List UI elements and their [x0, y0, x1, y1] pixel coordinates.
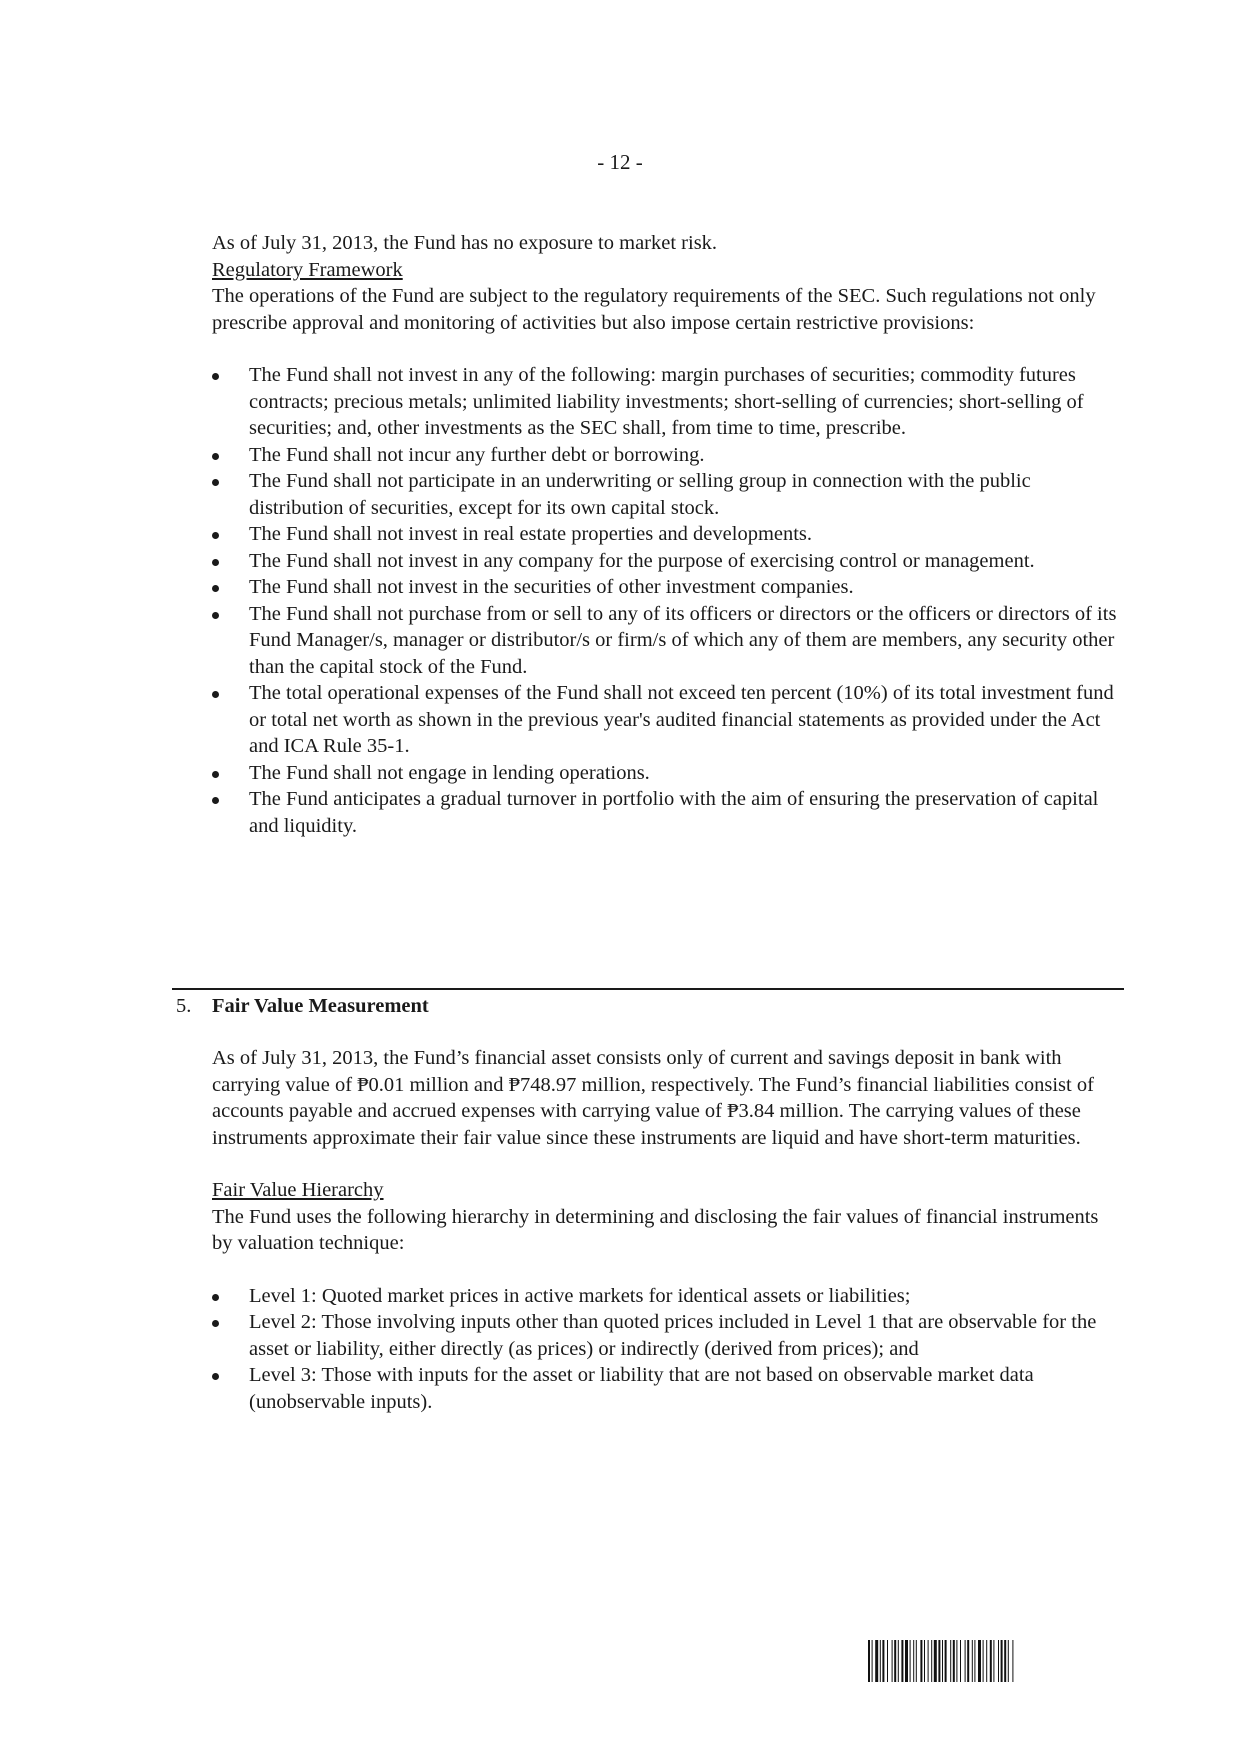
list-item: [212, 1283, 1124, 1310]
list-item-text: The Fund anticipates a gradual turnover in portfolio with the aim of ensuring the preservation of capital and liquidity.: [249, 788, 1099, 837]
list-item-text: The Fund shall not invest in real estate properties and developments.: [249, 523, 813, 545]
list-item-text: Level 2: Those involving inputs other than quoted prices included in Level 1 that are observable for the asset or liability, either directly (as prices) or indirectly (derived from prices); and: [249, 1311, 1097, 1360]
bullet-icon: [212, 612, 219, 619]
bullet-icon: [212, 1373, 219, 1380]
bullet-icon: [212, 585, 219, 592]
list-item-text: The Fund shall not invest in the securities of other investment companies.: [249, 576, 854, 598]
list-item-text: The Fund shall not incur any further debt or borrowing.: [249, 443, 705, 466]
bullet-icon: [212, 1320, 219, 1327]
regulatory-restrictions-list: [212, 362, 1124, 839]
list-item: [212, 548, 1124, 575]
list-item: [212, 574, 1124, 601]
regulatory-framework-intro: The operations of the Fund are subject to the regulatory requirements of the SEC. Such regulations not only prescribe approval and monitoring of activities but also impose certain restrictive provisions:: [212, 285, 1096, 334]
fair-value-hierarchy-heading: Fair Value Hierarchy: [212, 1179, 384, 1201]
list-item: [212, 1309, 1124, 1362]
bullet-icon: [212, 532, 219, 539]
regulatory-section: [212, 230, 1124, 839]
list-item: [212, 468, 1124, 521]
bullet-icon: [212, 479, 219, 486]
section-number: 5.: [176, 995, 192, 1017]
bullet-icon: [212, 1294, 219, 1301]
bullet-icon: [212, 771, 219, 778]
list-item: [212, 601, 1124, 681]
list-item: [212, 1362, 1124, 1415]
list-item-text: The total operational expenses of the Fund shall not exceed ten percent (10%) of its total investment fund or total net worth as shown in the previous year's audited financial statements as provided under the Act and ICA Rule 35-1.: [249, 682, 1114, 757]
list-item: [212, 362, 1124, 442]
list-item-text: The Fund shall not engage in lending operations.: [249, 761, 650, 784]
list-item: [212, 680, 1124, 760]
list-item-text: The Fund shall not purchase from or sell to any of its officers or directors or the officers or directors of its Fund Manager/s, manager or distributor/s or firm/s of which any of them are members, any security other than the capital stock of the Fund.: [249, 602, 1117, 678]
fair-value-hierarchy-intro: The Fund uses the following hierarchy in determining and disclosing the fair values of financial instruments by valuation technique:: [212, 1205, 1099, 1254]
list-item-text: The Fund shall not participate in an underwriting or selling group in connection with the public distribution of securities, except for its own capital stock.: [249, 470, 1031, 519]
list-item: [212, 521, 1124, 548]
section-title: Fair Value Measurement: [212, 995, 429, 1017]
page-number: - 12 -: [597, 150, 643, 174]
list-item-text: Level 3: Those with inputs for the asset or liability that are not based on observable market data (unobservable inputs).: [249, 1364, 1034, 1413]
market-risk-text: As of July 31, 2013, the Fund has no exposure to market risk.: [212, 232, 718, 254]
fair-value-levels-list: [212, 1283, 1124, 1416]
bullet-icon: [212, 453, 219, 460]
fair-value-section: [212, 1045, 1124, 1415]
list-item: [212, 442, 1124, 469]
bullet-icon: [212, 797, 219, 804]
fair-value-paragraph: As of July 31, 2013, the Fund’s financial asset consists only of current and savings deposit in bank with carrying value of ₱0.01 million and ₱748.97 million, respectively. The Fund’s financial liabilities consist of accounts payable and accrued expenses with carrying value of ₱3.84 million. The carrying values of these instruments approximate their fair value since these instruments are liquid and have short-term maturities.: [212, 1047, 1094, 1149]
list-item: [212, 760, 1124, 787]
regulatory-framework-heading: Regulatory Framework: [212, 258, 403, 281]
list-item-text: The Fund shall not invest in any company for the purpose of exercising control or management.: [249, 549, 1035, 572]
list-item: [212, 786, 1124, 839]
fair-value-heading: [176, 993, 429, 1019]
bullet-icon: [212, 559, 219, 566]
bullet-icon: [212, 373, 219, 380]
list-item-text: Level 1: Quoted market prices in active markets for identical assets or liabilities;: [249, 1284, 911, 1307]
section-divider: [172, 988, 1124, 990]
bullet-icon: [212, 691, 219, 698]
barcode-icon: [868, 1640, 1120, 1682]
list-item-text: The Fund shall not invest in any of the following: margin purchases of securities; commodity futures contracts; precious metals; unlimited liability investments; short-selling of currencies; short-selling of securities; and, other investments as the SEC shall, from time to time, prescribe.: [249, 364, 1084, 439]
